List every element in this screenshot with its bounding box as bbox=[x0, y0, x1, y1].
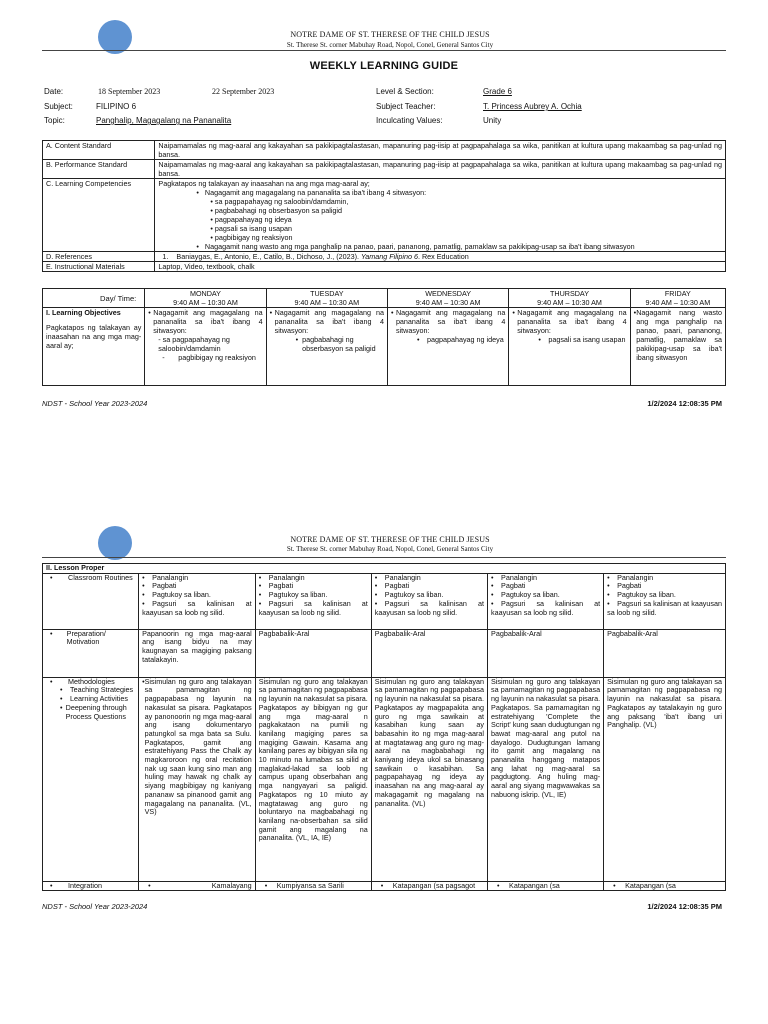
integration-friday: • Katapangan (sa bbox=[604, 881, 726, 891]
preparation-tuesday: Pagbabalik-Aral bbox=[255, 629, 371, 677]
bullet-icon: • bbox=[196, 188, 205, 197]
references-book: Yamang Filipino 6 bbox=[360, 252, 418, 261]
content-standard-label: A. Content Standard bbox=[43, 141, 155, 160]
routines-label-cell: • Classroom Routines bbox=[43, 573, 139, 629]
competency-2: Nagagamit nang wasto ang mga panghalip na panao, paari, pananong, pamatlig, pamaklaw sa pakikipag-usap sa iba't ibang sitwasyon bbox=[204, 242, 635, 251]
methodologies-friday: Sisimulan ng guro ang talakayan sa pamamagitan ng pagpapabasa ng layunin na nakasulat sa pisara. Pagkatapos ay tatalakayin ng guro ang paksang 'iba't ibang uri Panghalip. (VL) bbox=[604, 677, 726, 881]
document-title: WEEKLY LEARNING GUIDE bbox=[309, 60, 459, 72]
routines-monday: • Panalangin • Pagbati • Pagtukoy sa liban. • Pagsuri sa kalinisan at kaayusan sa loob ng silid. bbox=[139, 573, 256, 629]
school-name: NOTRE DAME OF ST. THERESE OF THE CHILD JESUS bbox=[290, 535, 490, 544]
footer-school-year: NDST - School Year 2023-2024 bbox=[42, 902, 148, 911]
competency-sub-2: • pagbabahagi ng obserbasyon sa paligid bbox=[210, 206, 342, 215]
objective-thursday: • Nagagamit ang magagalang na pananalita sa iba't ibang 4 sitwasyon: • pagsali sa isang usapan bbox=[509, 308, 630, 386]
footer-timestamp: 1/2/2024 12:08:35 PM bbox=[647, 399, 722, 408]
materials-label: E. Instructional Materials bbox=[43, 262, 155, 272]
objective-monday-sub1: - sa pagpapahayag ng saloobin/damdamin bbox=[158, 335, 230, 353]
bullet-icon: • bbox=[196, 242, 205, 251]
references-row bbox=[43, 252, 726, 262]
objective-monday: • Nagagamit ang magagalang na pananalita sa iba't ibang 4 sitwasyon: - sa pagpapahayag ng saloobin/damdamin - pagbibigay ng reaksiyon bbox=[145, 308, 266, 386]
schedule-header-row bbox=[43, 289, 726, 308]
date-start: 18 September 2023 bbox=[98, 87, 161, 96]
learning-competencies-cell bbox=[155, 179, 726, 252]
preparation-label: Preparation/ Motivation bbox=[66, 628, 106, 647]
preparation-friday: Pagbabalik-Aral bbox=[604, 629, 726, 677]
learning-competencies-row bbox=[43, 179, 726, 252]
integration-row bbox=[43, 881, 726, 891]
preparation-label-cell: • Preparation/ Motivation bbox=[43, 629, 139, 677]
references-label: D. References bbox=[43, 252, 155, 262]
objective-wednesday-main: Nagagamit ang magagalang na pananalita sa iba't ibang 4 sitwasyon: bbox=[395, 308, 506, 335]
methodologies-monday: • Sisimulan ng guro ang talakayan sa pamamagitan ng pagpapabasa ng layunin na nakasulat sa pisara. Pagkatapos ay panonoorin ng mga mag-aaral ang isang dokumentaryo patungkol sa mga bata sa Sulu. Pagkatapos, gamit ang estratehiyang Pass the Chalk ay magkaroroon ng oral recitation nak ug saan kung sino man ang huling may hawak ng chalk ay siyang magbibigay ng kaniyang pananaw sa pinanood gamit ang magagalang na pananalita. (VL, VS) bbox=[139, 677, 256, 881]
performance-standard-text: Naipamamalas ng mag-aaral ang kakayahan sa pakikipagtalastasan, mapanuring pag-iisip at pagpapahalaga sa wika, panitikan at kultura upang makaambag sa pag-unlad ng bansa. bbox=[155, 160, 726, 179]
competency-sub-1: • sa pagpapahayag ng saloobin/damdamin, bbox=[210, 197, 349, 206]
content-standard-text: Naipamamalas ng mag-aaral ang kakayahan sa pakikipagtalastasan, mapanuring pag-iisip at pagpapahalaga sa wika, panitikan at kultura upang makaambag sa pag-unlad ng bansa. bbox=[155, 141, 726, 160]
subject-value: FILIPINO 6 bbox=[96, 102, 137, 111]
school-logo bbox=[98, 20, 132, 54]
routines-thursday: • Panalangin • Pagbati • Pagtukoy sa liban. • Pagsuri sa kalinisan at kaayusan sa loob ng silid. bbox=[488, 573, 604, 629]
routines-friday: • Panalangin • Pagbati • Pagtukoy sa liban. • Pagsuri sa kalinisan at kaayusan sa loob ng silid. bbox=[604, 573, 726, 629]
teacher-value: T. Princess Aubrey A. Ochia bbox=[483, 102, 582, 111]
competency-sub-3: • pagpapahayag ng ideya bbox=[210, 215, 292, 224]
topic-label: Topic: bbox=[44, 116, 65, 125]
references-authors: Baniaygas, E., Antonio, E., Catilo, B., Dichoso, J., (2023). bbox=[176, 252, 359, 261]
materials-row bbox=[43, 262, 726, 272]
day-tuesday: TUESDAY 9:40 AM – 10:30 AM bbox=[266, 289, 387, 308]
integration-thursday: • Katapangan (sa bbox=[488, 881, 604, 891]
preparation-wednesday: Pagbabalik-Aral bbox=[371, 629, 487, 677]
schedule-table bbox=[42, 288, 726, 386]
objective-thursday-main: Nagagamit ang magagalang na pananalita sa iba't ibang 4 sitwasyon: bbox=[517, 308, 627, 335]
objective-tuesday: • Nagagamit ang magagalang na pananalita sa iba't ibang 4 sitwasyon: • pagbabahagi ng obserbasyon sa paligid bbox=[266, 308, 387, 386]
level-label: Level & Section: bbox=[376, 87, 434, 96]
page-2 bbox=[0, 512, 768, 1024]
methodologies-wednesday: Sisimulan ng guro ang talakayan sa pamamagitan ng pagpapabasa ng layunin na nakasulat sa pisara. Pagkatapos ay magpapakita ang guro ng mga sawikain at kasabihan kung saan ay babasahin ito ng mga mag-aaral at magtatawag ang guro ng mag-aaral na magbabahagi ng kaniyang ideya ukol sa binasang sawikain o kasabihan. Sa pagpapahayag ng ideya ay inaasahan na ang mag-aaral ay makagagamit ng magalang na pananalita. (VL) bbox=[371, 677, 487, 881]
performance-standard-label: B. Performance Standard bbox=[43, 160, 155, 179]
methodologies-label-cell: • Methodologies • Teaching Strategies • Learning Activities • Deepening through Process Questions bbox=[43, 677, 139, 881]
day-wednesday: WEDNESDAY 9:40 AM – 10:30 AM bbox=[387, 289, 508, 308]
integration-label: Integration bbox=[68, 880, 102, 890]
methodologies-tuesday: Sisimulan ng guro ang talakayan sa pamamagitan ng pagpapabasa ng layunin na nakasulat sa pisara. Pagkatapos ay bibigyan ng gur ang mga mag-aaral n pagkakataon na pumili ng kanilang magiging pares sa magiging Gawain. Kasama ang kanilang pares ay bibigyan sila ng 10 minuto na lumabas sa silid at maglakad-lakad sa loob ng campus upang obserbahan ang mga nangyayari sa paligid. Pagkatapos ng 10 miuto ay magtatawag ang guro ng boluntaryo na magbabahagi ng kanilang na-obserbahan sa silid gamit ang magalang na pananalita. (VL, IA, IE) bbox=[255, 677, 371, 881]
references-publisher: . Rex Education bbox=[417, 252, 469, 261]
values-value: Unity bbox=[483, 116, 502, 125]
footer-timestamp: 1/2/2024 12:08:35 PM bbox=[647, 902, 722, 911]
standards-table bbox=[42, 140, 726, 272]
daytime-label: Day/ Time: bbox=[43, 289, 145, 308]
learning-competencies-label: C. Learning Competencies bbox=[43, 179, 155, 252]
school-address: St. Therese St. corner Mabuhay Road, Nopol, Conel, General Santos City bbox=[286, 545, 494, 553]
routines-row bbox=[43, 573, 726, 629]
objective-monday-sub2: pagbibigay ng reaksiyon bbox=[178, 353, 256, 362]
routines-label: Classroom Routines bbox=[68, 572, 133, 582]
values-label: Inculcating Values: bbox=[376, 116, 443, 125]
school-logo bbox=[98, 526, 132, 560]
teacher-label: Subject Teacher: bbox=[376, 102, 436, 111]
competency-sub-5: • pagbibigay ng reaksiyon bbox=[210, 233, 293, 242]
day-monday: MONDAY 9:40 AM – 10:30 AM bbox=[145, 289, 266, 308]
competency-sub-4: • pagsali sa isang usapan bbox=[210, 224, 293, 233]
objective-wednesday-sub: pagpapahayag ng ideya bbox=[426, 335, 504, 344]
objective-tuesday-sub: pagbabahagi ng obserbasyon sa paligid bbox=[302, 335, 376, 353]
day-thursday: THURSDAY 9:40 AM – 10:30 AM bbox=[509, 289, 630, 308]
integration-tuesday: • Kumpiyansa sa Sarili bbox=[255, 881, 371, 891]
materials-text: Laptop, Video, textbook, chalk bbox=[155, 262, 726, 272]
methodologies-row bbox=[43, 677, 726, 881]
school-name: NOTRE DAME OF ST. THERESE OF THE CHILD JESUS bbox=[290, 30, 490, 39]
objective-friday-main: Nagagamit nang wasto ang mga panghalip na panao, paari, pananong, pamatlig, pamaklaw sa pakikipag-usap sa iba't ibang sitwasyon bbox=[636, 308, 722, 362]
objectives-intro: Pagkatapos ng talakayan ay inaasahan na ang mga mag-aaral ay; bbox=[46, 323, 142, 350]
methodologies-label: Methodologies bbox=[68, 676, 115, 686]
lesson-proper-table bbox=[42, 563, 726, 891]
integration-wednesday: • Katapangan (sa pagsagot bbox=[371, 881, 487, 891]
routines-wednesday: • Panalangin • Pagbati • Pagtukoy sa liban. • Pagsuri sa kalinisan at kaayusan sa loob ng silid. bbox=[371, 573, 487, 629]
references-number: 1. bbox=[162, 252, 169, 261]
routines-tuesday: • Panalangin • Pagbati • Pagtukoy sa liban. • Pagsuri sa kalinisan at kaayusan sa loob ng silid. bbox=[255, 573, 371, 629]
content-standard-row bbox=[43, 141, 726, 160]
competency-1: Nagagamit ang magagalang na pananalita sa iba't ibang 4 sitwasyon: bbox=[204, 188, 427, 197]
objective-thursday-sub: pagsali sa isang usapan bbox=[548, 335, 626, 344]
objectives-row bbox=[43, 308, 726, 386]
preparation-monday: Papanoorin ng mga mag-aaral ang isang bidyu na may kaugnayan sa magiging paksang tatalakayin. bbox=[139, 629, 256, 677]
footer-school-year: NDST - School Year 2023-2024 bbox=[42, 399, 148, 408]
objective-wednesday: • Nagagamit ang magagalang na pananalita sa iba't ibang 4 sitwasyon: • pagpapahayag ng ideya bbox=[387, 308, 508, 386]
competencies-intro: Pagkatapos ng talakayan ay inaasahan na ang mga mag-aaral ay; bbox=[158, 179, 370, 188]
performance-standard-row bbox=[43, 160, 726, 179]
day-friday: FRIDAY 9:40 AM – 10:30 AM bbox=[630, 289, 725, 308]
preparation-thursday: Pagbabalik-Aral bbox=[488, 629, 604, 677]
subject-label: Subject: bbox=[44, 102, 73, 111]
date-end: 22 September 2023 bbox=[212, 87, 275, 96]
objectives-label-cell bbox=[43, 308, 145, 386]
integration-monday: • Kamalayang bbox=[139, 881, 256, 891]
topic-value: Panghalip, Magagalang na Pananalita bbox=[96, 116, 232, 125]
date-label: Date: bbox=[44, 87, 64, 96]
objective-monday-main: Nagagamit ang magagalang na pananalita sa iba't ibang 4 sitwasyon: bbox=[153, 308, 263, 335]
preparation-row bbox=[43, 629, 726, 677]
level-value: Grade 6 bbox=[483, 87, 512, 96]
header-divider bbox=[42, 557, 726, 558]
lesson-proper-header: II. Lesson Proper bbox=[43, 564, 726, 574]
school-address: St. Therese St. corner Mabuhay Road, Nopol, Conel, General Santos City bbox=[286, 41, 494, 49]
references-cell bbox=[155, 252, 726, 262]
header-divider bbox=[42, 50, 726, 51]
objectives-label: I. Learning Objectives bbox=[46, 308, 121, 317]
objective-friday: • Nagagamit nang wasto ang mga panghalip na panao, paari, pananong, pamatlig, pamaklaw sa pakikipag-usap sa iba't ibang sitwasyon bbox=[630, 308, 725, 386]
methodologies-thursday: Sisimulan ng guro ang talakayan sa pamamagitan ng pagpapabasa ng layunin na nakasulat sa pisara. Pagkatapos. Sa pamamagitan ng estratehiyang 'Complete the Script' kung saan dudugtungan ng bawat mag-aaral ang putol na dayalogo. Dudugtungan lamang ito gamit ang magalang na pananalita hanggang matapos ang lahat ng mag-aaral sa pagdugtong. Ang huling mag-aaral ang siyang magwawakas sa nabuong iskrip. (VL, IE) bbox=[488, 677, 604, 881]
objective-tuesday-main: Nagagamit ang magagalang na pananalita sa iba't ibang 4 sitwasyon: bbox=[274, 308, 384, 335]
integration-label-cell: • Integration bbox=[43, 881, 139, 891]
